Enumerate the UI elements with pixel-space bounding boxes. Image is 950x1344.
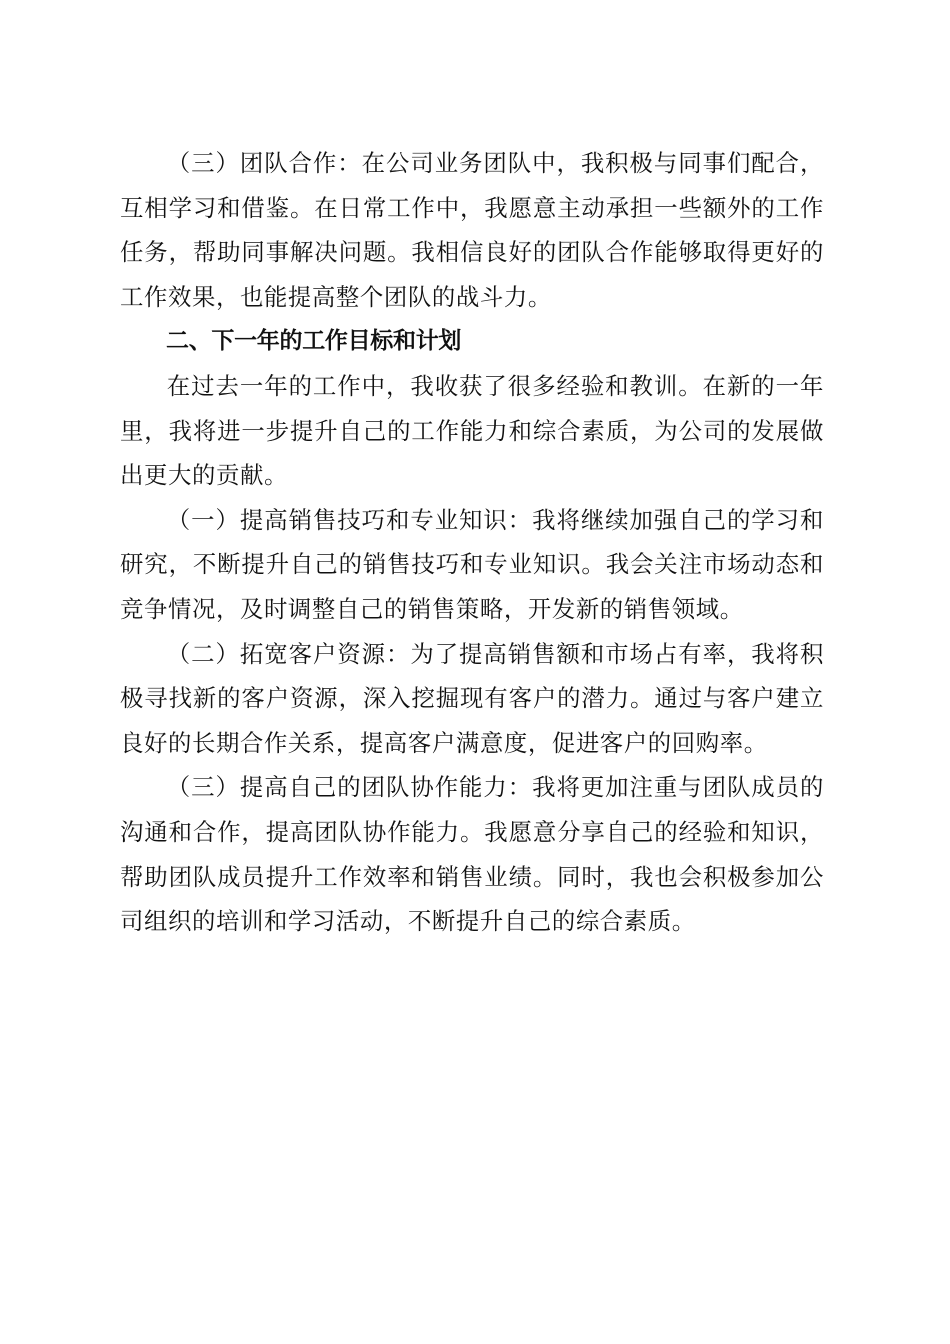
section-heading-next-year-goals: 二、下一年的工作目标和计划: [166, 328, 462, 355]
paragraph-next-year-intro: 在过去一年的工作中，我收获了很多经验和教训。在新的一年里，我将进一步提升自己的工作能力和综合素质，为公司的发展做出更大的贡献。: [120, 371, 824, 490]
paragraph-team-collaboration: （三）提高自己的团队协作能力：我将更加注重与团队成员的沟通和合作，提高团队协作能力。我愿意分享自己的经验和知识，帮助团队成员提升工作效率和销售业绩。同时，我也会积极参加公司组织的培训和学习活动，不断提升自己的综合素质。: [120, 773, 824, 936]
paragraph-team-cooperation: （三）团队合作：在公司业务团队中，我积极与同事们配合，互相学习和借鉴。在日常工作中，我愿意主动承担一些额外的工作任务，帮助同事解决问题。我相信良好的团队合作能够取得更好的工作效果，也能提高整个团队的战斗力。: [120, 149, 824, 311]
paragraph-customer-resources: （二）拓宽客户资源：为了提高销售额和市场占有率，我将积极寻找新的客户资源，深入挖掘现有客户的潜力。通过与客户建立良好的长期合作关系，提高客户满意度，促进客户的回购率。: [120, 639, 824, 757]
paragraph-sales-skills: （一）提高销售技巧和专业知识：我将继续加强自己的学习和研究，不断提升自己的销售技巧和专业知识。我会关注市场动态和竞争情况，及时调整自己的销售策略，开发新的销售领域。: [120, 505, 824, 623]
document-page: [120, 141, 824, 944]
